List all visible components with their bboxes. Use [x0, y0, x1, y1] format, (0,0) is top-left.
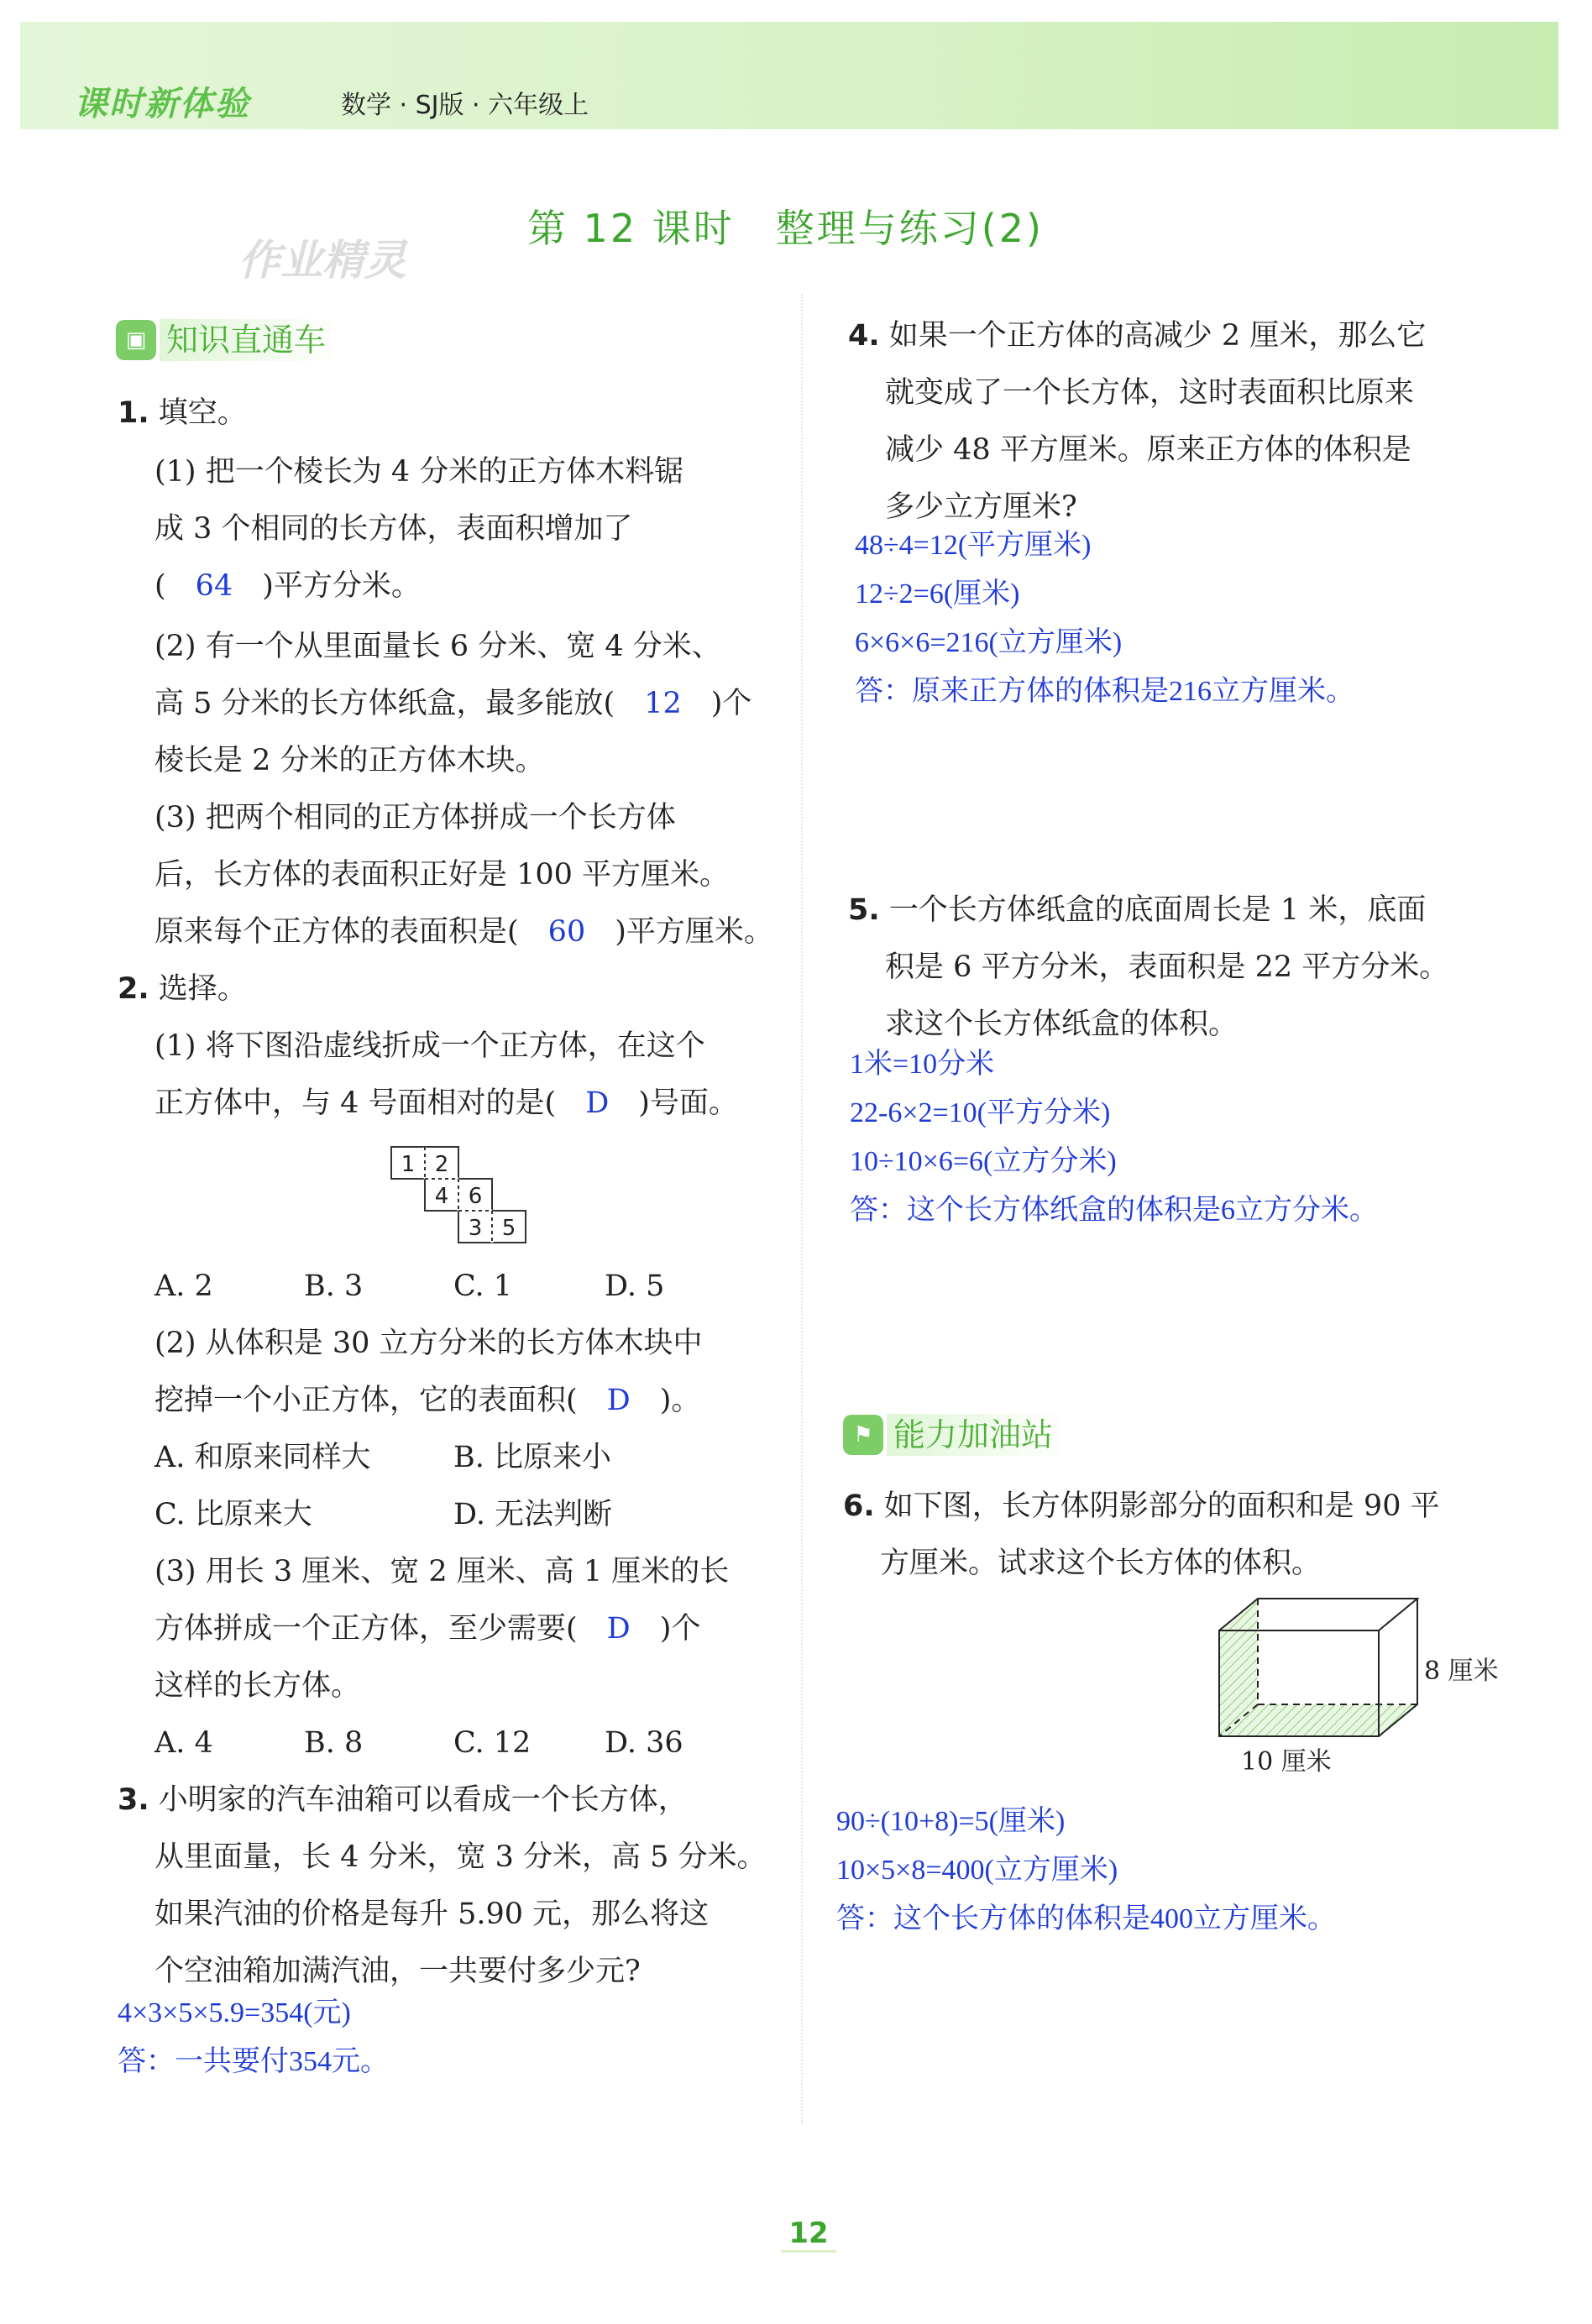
q3-answer-line1: 4×3×5×5.9=354(元) [118, 1997, 351, 2028]
q2-p3-line3: 这样的长方体。 [154, 1669, 361, 1703]
q2-p1-option-d: D. 5 [605, 1269, 665, 1303]
q2-heading: 2. 选择。 [118, 972, 247, 1006]
section-ability [843, 1414, 1068, 1463]
q1-p2-line2: 高 5 分米的长方体纸盒，最多能放( 12 )个 [154, 687, 752, 720]
q6-answer-line1: 90÷(10+8)=5(厘米) [836, 1806, 1066, 1837]
q4-line3: 减少 48 平方厘米。原来正方体的体积是 [885, 433, 1411, 467]
q2-p1-option-b: B. 3 [304, 1269, 364, 1303]
q1-p3-line1: (3) 把两个相同的正方体拼成一个长方体 [154, 801, 676, 835]
q2-p3-option-b: B. 8 [304, 1726, 364, 1760]
page-header-band [20, 22, 1558, 129]
answer-q1-2: 12 [644, 687, 682, 720]
answer-q1-1: 64 [195, 569, 233, 603]
q6-answer-line2: 10×5×8=400(立方厘米) [836, 1855, 1118, 1886]
q6-line2: 方厘米。试求这个长方体的体积。 [880, 1547, 1322, 1580]
q4-line2: 就变成了一个长方体，这时表面积比原来 [885, 376, 1415, 410]
q2-p1-option-c: C. 1 [453, 1269, 513, 1303]
q2-p2-option-a: A. 和原来同样大 [154, 1441, 371, 1474]
q3-line2: 从里面量，长 4 分米，宽 3 分米，高 5 分米。 [154, 1840, 767, 1874]
q1-p2-line1: (2) 有一个从里面量长 6 分米、宽 4 分米、 [154, 630, 721, 663]
q4-line1: 4. 如果一个正方体的高减少 2 厘米，那么它 [848, 319, 1427, 353]
lesson-title: 第 12 课时 整理与练习(2) [527, 206, 1044, 251]
cube-net-figure [390, 1145, 532, 1249]
q2-p1-option-a: A. 2 [154, 1269, 213, 1303]
watermark-stamp: 作业精灵 [238, 236, 406, 285]
book-subject: 数学 · SJ版 · 六年级上 [341, 91, 589, 120]
height-label: 8 厘米 [1424, 1657, 1499, 1686]
q2-p3-option-d: D. 36 [605, 1726, 683, 1760]
q5-line3: 求这个长方体纸盒的体积。 [885, 1008, 1239, 1041]
q2-p2-option-d: D. 无法判断 [453, 1498, 613, 1531]
q5-answer-line1: 1米=10分米 [850, 1049, 995, 1080]
q2-p2-line2: 挖掉一个小正方体，它的表面积( D )。 [154, 1384, 701, 1417]
net-label-6: 6 [468, 1184, 483, 1209]
q2-p2-option-c: C. 比原来大 [154, 1498, 312, 1531]
q1-p1-line3: ( 64 )平方分米。 [154, 569, 421, 603]
section-knowledge [116, 319, 341, 368]
answer-q1-3: 60 [547, 915, 586, 949]
q3-answer-line2: 答：一共要付354元。 [118, 2046, 389, 2077]
net-label-2: 2 [434, 1152, 449, 1177]
q2-p3-option-a: A. 4 [154, 1726, 213, 1760]
q1-p2-line3: 棱长是 2 分米的正方体木块。 [154, 744, 545, 777]
net-label-5: 5 [501, 1216, 516, 1241]
section-ability-label: 能力加油站 [887, 1414, 1068, 1456]
net-label-4: 4 [434, 1184, 449, 1209]
q6-answer-line3: 答：这个长方体的体积是400立方厘米。 [836, 1903, 1336, 1934]
net-label-1: 1 [401, 1152, 416, 1177]
q4-answer-line3: 6×6×6=216(立方厘米) [855, 627, 1123, 658]
q5-answer-line4: 答：这个长方体纸盒的体积是6立方分米。 [850, 1195, 1378, 1226]
q1-p1-line2: 成 3 个相同的长方体，表面积增加了 [154, 512, 633, 546]
q5-answer-line2: 22-6×2=10(平方分米) [850, 1097, 1111, 1128]
q4-answer-line2: 12÷2=6(厘米) [855, 578, 1020, 610]
q1-p1-line1: (1) 把一个棱长为 4 分米的正方体木料锯 [154, 455, 684, 489]
q3-line1: 3. 小明家的汽车油箱可以看成一个长方体， [118, 1783, 688, 1817]
answer-q2-3: D [606, 1612, 631, 1646]
q2-p3-line2: 方体拼成一个正方体，至少需要( D )个 [154, 1612, 701, 1646]
q4-answer-line4: 答：原来正方体的体积是216立方厘米。 [855, 676, 1354, 707]
q5-line1: 5. 一个长方体纸盒的底面周长是 1 米，底面 [848, 893, 1427, 927]
cuboid-figure [1216, 1595, 1510, 1780]
answer-q2-1: D [585, 1086, 610, 1120]
q2-p2-line1: (2) 从体积是 30 立方分米的长方体木块中 [154, 1327, 703, 1360]
ability-whistle-icon: ⚑ [843, 1415, 883, 1455]
q1-heading: 1. 填空。 [118, 396, 247, 430]
q2-p2-option-b: B. 比原来小 [453, 1441, 611, 1474]
answer-q2-2: D [606, 1384, 631, 1417]
net-label-3: 3 [468, 1216, 483, 1241]
section-knowledge-label: 知识直通车 [160, 319, 341, 361]
knowledge-train-icon: ▣ [116, 320, 156, 360]
q4-line4: 多少立方厘米? [885, 490, 1077, 524]
q1-p3-line3: 原来每个正方体的表面积是( 60 )平方厘米。 [154, 915, 773, 949]
q4-answer-line1: 48÷4=12(平方厘米) [855, 530, 1092, 561]
q1-p3-line2: 后，长方体的表面积正好是 100 平方厘米。 [154, 858, 730, 892]
q6-line1: 6. 如下图，长方体阴影部分的面积和是 90 平 [843, 1489, 1440, 1523]
q2-p1-line1: (1) 将下图沿虚线折成一个正方体，在这个 [154, 1029, 705, 1063]
q5-answer-line3: 10÷10×6=6(立方分米) [850, 1146, 1117, 1177]
q2-p1-line2: 正方体中，与 4 号面相对的是( D )号面。 [154, 1086, 738, 1120]
q2-p3-option-c: C. 12 [453, 1726, 532, 1760]
q2-p3-line1: (3) 用长 3 厘米、宽 2 厘米、高 1 厘米的长 [154, 1555, 730, 1589]
q5-line2: 积是 6 平方分米，表面积是 22 平方分米。 [885, 950, 1449, 984]
page-number: 12 [781, 2217, 836, 2253]
length-label: 10 厘米 [1241, 1747, 1332, 1777]
column-divider [801, 294, 803, 2124]
brand-logo: 课时新体验 [74, 85, 250, 123]
q3-line3: 如果汽油的价格是每升 5.90 元，那么将这 [154, 1897, 710, 1931]
q3-line4: 个空油箱加满汽油，一共要付多少元? [154, 1955, 641, 1988]
